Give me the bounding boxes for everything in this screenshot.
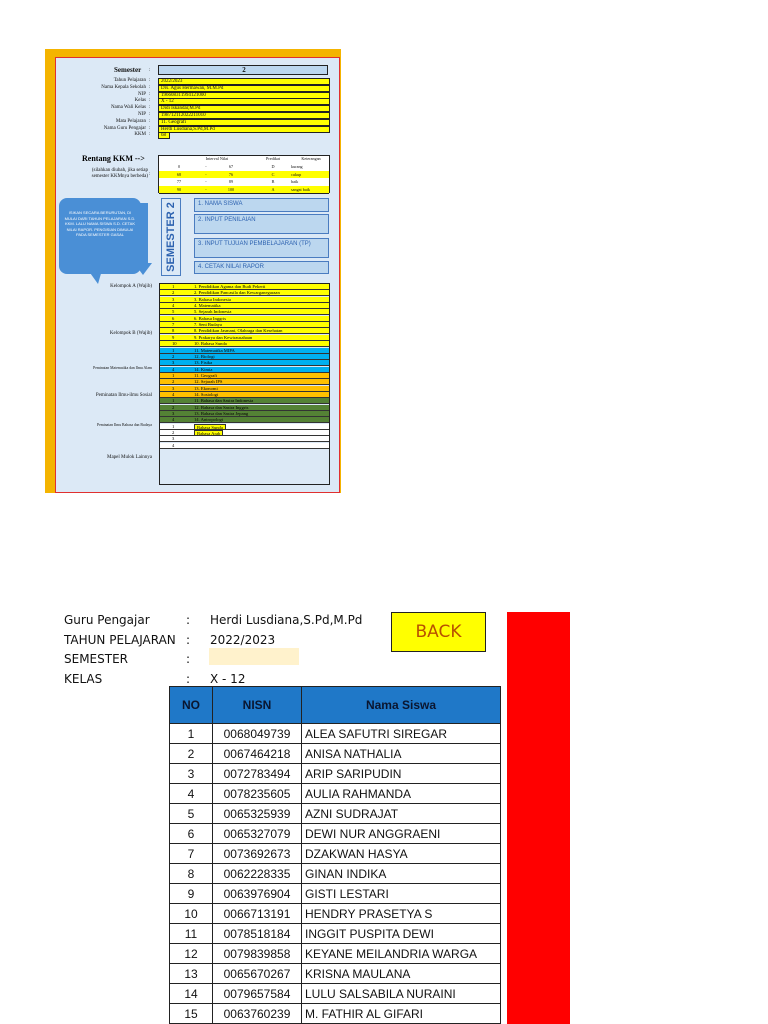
field-value[interactable]: 2022/2023 (158, 78, 330, 85)
info-value: Herdi Lusdiana,S.Pd,M.Pd (210, 613, 363, 627)
subject-row[interactable] (160, 297, 329, 303)
field-value[interactable]: 198712112022211010 (158, 112, 330, 119)
cell-nisn: 0065325939 (213, 804, 302, 824)
callout-tail (88, 270, 102, 284)
cell-nama: ANISA NATHALIA (302, 744, 501, 764)
subject-row[interactable] (160, 405, 329, 411)
cell-no: 8 (170, 864, 213, 884)
group-mipa-label: Peminatan Matematika dan Ilmu Alam (93, 366, 152, 370)
field-label: NIP (137, 91, 146, 97)
subject-name: 8. Pendidikan Jasmani, Olahraga dan Kesehatan (194, 328, 283, 334)
subject-no: 5 (172, 309, 175, 315)
group-bahasa-label: Peminatan Ilmu Bahasa dan Budaya (96, 423, 152, 427)
field-label: Mata Pelajaran (115, 118, 146, 124)
kkm-cell-from: 77 (176, 179, 182, 184)
cell-no: 15 (170, 1004, 213, 1024)
cell-nisn: 0072783494 (213, 764, 302, 784)
header-nama: Nama Siswa (302, 687, 501, 724)
cell-nisn: 0078518184 (213, 924, 302, 944)
subject-row[interactable] (160, 392, 329, 398)
subject-row[interactable] (160, 443, 329, 449)
table-row[interactable] (170, 1004, 501, 1024)
field-label: Nama Kepala Sekolah (101, 84, 146, 90)
cell-nisn: 0062228335 (213, 864, 302, 884)
kkm-cell-pred: B (271, 179, 275, 184)
field-value[interactable]: 196608311994121000 (158, 92, 330, 99)
red-side-bar (507, 612, 570, 1024)
cell-nisn: 0065670267 (213, 964, 302, 984)
field-label: Nama Wali Kelas (110, 105, 146, 111)
subject-no: 2 (172, 379, 175, 385)
subject-no: 7 (172, 322, 175, 328)
subject-row[interactable] (160, 316, 329, 322)
kkm-cell-to: 76 (228, 171, 234, 177)
cell-nama: KRISNA MAULANA (302, 964, 501, 984)
subject-row[interactable] (160, 322, 329, 328)
subject-no: 4 (172, 442, 175, 448)
info-label: TAHUN PELAJARAN (64, 632, 176, 647)
cell-nisn: 0079657584 (213, 984, 302, 1004)
kkm-cell-from: 0 (177, 164, 181, 169)
kkm-header: Keterangan (301, 156, 321, 161)
info-label: Guru Pengajar (64, 613, 150, 627)
subject-name: Bahasa Arab (194, 430, 223, 436)
subject-name: 3. Bahasa Indonesia (194, 296, 231, 302)
menu-cetak-rapor[interactable]: 4. CETAK NILAI RAPOR (194, 261, 329, 274)
cell-nama: M. FATHIR AL GIFARI (302, 1004, 501, 1024)
kkm-cell-pred: D (271, 164, 275, 169)
subject-row[interactable] (160, 417, 329, 423)
subject-no: 2 (172, 290, 175, 296)
cell-nama: LULU SALSABILA NURAINI (302, 984, 501, 1004)
down-arrow-icon (134, 263, 152, 275)
field-value[interactable]: Herdi Lusdiana,S.Pd,M.Pd (158, 126, 330, 133)
subject-name: 2. Pendidikan Pancasila dan Kewarganegaraan (194, 290, 280, 296)
kkm-header: Interval Nilai (205, 156, 229, 161)
table-row[interactable] (170, 764, 501, 784)
subject-row[interactable] (160, 328, 329, 334)
field-label: NIP (137, 112, 146, 117)
subject-row[interactable] (160, 309, 329, 315)
kkm-row[interactable] (159, 186, 329, 195)
group-ips-label: Peminatan Ilmu-ilmu Sosial (95, 393, 152, 398)
kkm-cell-sep: - (205, 179, 207, 184)
cell-nisn: 0073692673 (213, 844, 302, 864)
subject-row[interactable] (160, 284, 329, 290)
subject-no: 3 (172, 411, 175, 416)
kkm-cell-to: 89 (228, 179, 234, 184)
info-label: SEMESTER (64, 652, 129, 666)
table-row[interactable] (170, 904, 501, 924)
cell-no: 7 (170, 844, 213, 864)
kkm-cell-from: 68 (176, 171, 182, 177)
cell-no: 2 (170, 744, 213, 764)
kkm-cell-ket: cukup (291, 171, 302, 177)
menu-nama-siswa[interactable]: 1. NAMA SISWA (194, 198, 329, 212)
subject-name: 10. Bahasa Sunda (194, 341, 227, 347)
field-value[interactable]: 11. Geografi (158, 119, 330, 126)
subject-name: 12. Bahasa dan Sastra Inggris (194, 404, 249, 410)
subject-row[interactable] (160, 386, 329, 392)
table-row[interactable] (170, 944, 501, 964)
callout-text: ISIKAN SECARA BERURUTAN, DI MULAI DARI TAHUN PELAJARAN S.D. KKM. LALU NAMA SISWA S.D. CETAK NILAI RAPOR. PENGISIAN DIMULAI PADA SEMESTER GASAL (64, 210, 136, 237)
cell-nama: INGGIT PUSPITA DEWI (302, 924, 501, 944)
field-label: Kelas (134, 98, 146, 104)
cell-nama: DEWI NUR ANGGRAENI (302, 824, 501, 844)
subject-no: 10 (172, 341, 177, 347)
field-label: KKM (134, 132, 146, 138)
subject-name: 14. Kimia (194, 366, 213, 372)
subject-row[interactable] (160, 367, 329, 373)
cell-no: 11 (170, 924, 213, 944)
kkm-cell-pred: A (271, 186, 275, 192)
subject-row[interactable] (160, 354, 329, 360)
subject-no: 1 (172, 347, 175, 353)
cell-nama: GINAN INDIKA (302, 864, 501, 884)
cell-no: 6 (170, 824, 213, 844)
table-row[interactable] (170, 744, 501, 764)
subject-row[interactable] (160, 290, 329, 296)
subject-name: 4. Matematika (194, 303, 221, 309)
header-nisn: NISN (213, 687, 302, 724)
subject-list (159, 283, 330, 485)
identity-sheet: Semester : 2 Tahun Pelajaran : 2022/2023 Nama Kepala Sekolah : Drs. Agus Hermawan, M.M.Pd NIP : 196608311994121000 Kelas : X - 12 Nama Wali Kelas : Didi Iskandar,M.Pd NIP : 198712112022211010 Mata Pelajaran : 11. Geografi Nama Guru Pengajar : Herdi Lusdiana,S.Pd,M.Pd KKM : 68 Rentang KKM --> (silahkan diubah, jika setiap semester KKMnya berbeda) : Interval Nilai Predikat Keterangan 0 - 67 D kurang 68 - 76 C cukup 77 - 89 B baik 90 - 100 A sangat baik ISIKAN SECARA BERURUTAN, DI MULAI DARI TAHUN PELAJARAN S.D. KKM. LALU NAMA SISWA S.D. CETAK NILAI RAPOR. PENGISIAN DIMULAI PADA SEMESTER GASAL SEMESTER 2 1. NAMA SISWA 2. INPUT PENILAIAN 3. INPUT TUJUAN PEMBELAJARAN (TP) 4. CETAK NILAI RAPOR Kelompok A (Wajib) Kelompok B (Wajib) Peminatan Matematika dan Ilmu Alam Peminatan Ilmu-ilmu Sosial Peminatan Ilmu Bahasa dan Budaya Mapel Mulok Lainnya 1 1. Pendidikan Agama dan Budi Pekerti 2 2. Pendidikan Pancasila dan Kewarganegaraan 3 3. Bahasa Indonesia 4 4. Matematika 5 5. Sejarah Indonesia 6 6. Bahasa Inggris 7 7. Seni Budaya 8 8. Pendidikan Jasmani, Olahraga dan Kesehatan 9 9. Prakarya dan Kewirausahaan 10 10. Bahasa Sunda 1 11. Matematika MIPA 2 12. Biologi 3 13. Fisika 4 14. Kimia 1 11. Geografi 2 12. Sejarah IPS 3 13. Ekonomi 4 14. Sosiologi 1 11. Bahasa dan Sastra Indonesia 2 12. Bahasa dan Sastra Inggris 3 13. Bahasa dan Sastra Jepang 4 14. Antropologi 1 Bahasa Sunda 2 Bahasa Arab 3 4 (55, 57, 340, 493)
field-label: Tahun Pelajaran (113, 78, 146, 83)
cell-nisn: 0063976904 (213, 884, 302, 904)
subject-no: 1 (172, 398, 175, 404)
student-table (169, 686, 501, 1024)
subject-row[interactable] (160, 379, 329, 385)
subject-no: 4 (172, 391, 175, 397)
cell-no: 9 (170, 884, 213, 904)
field-label: Nama Guru Pengajar (103, 125, 146, 131)
cell-no: 3 (170, 764, 213, 784)
subject-name: 7. Seni Budaya (194, 322, 222, 328)
subject-no: 1 (172, 423, 175, 429)
down-arrow-shaft (138, 203, 148, 265)
field-value[interactable]: 68 (158, 132, 170, 139)
subject-name: 6. Bahasa Inggris (194, 315, 227, 321)
cell-nama: DZAKWAN HASYA (302, 844, 501, 864)
subject-name: 12. Biologi (194, 353, 215, 359)
cell-no: 1 (170, 724, 213, 744)
cell-nisn: 0065327079 (213, 824, 302, 844)
kkm-header: Predikat (266, 156, 280, 161)
kkm-cell-to: 100 (227, 186, 235, 192)
kkm-cell-ket: kurang (291, 164, 303, 169)
subject-no: 6 (172, 315, 175, 321)
cell-nisn: 0068049739 (213, 724, 302, 744)
field-value[interactable]: Didi Iskandar,M.Pd (158, 105, 330, 112)
semester-value[interactable]: 2 (158, 65, 328, 75)
subject-no: 2 (172, 404, 175, 410)
subject-no: 3 (172, 436, 175, 442)
subject-no: 4 (172, 366, 175, 372)
cell-nama: HENDRY PRASETYA S (302, 904, 501, 924)
cell-nisn: 0078235605 (213, 784, 302, 804)
cell-nisn: 0066713191 (213, 904, 302, 924)
subject-name: 12. Sejarah IPS (194, 379, 223, 385)
group-lain-label: Mapel Mulok Lainnya (107, 455, 152, 460)
subject-row[interactable] (160, 341, 329, 347)
cell-nama: GISTI LESTARI (302, 884, 501, 904)
group-b-label: Kelompok B (Wajib) (109, 331, 152, 336)
subject-no: 3 (172, 385, 175, 391)
subject-no: 3 (172, 360, 175, 366)
subject-row[interactable] (160, 335, 329, 341)
subject-no: 1 (172, 372, 175, 378)
back-button[interactable]: BACK (391, 612, 486, 652)
table-row[interactable] (170, 844, 501, 864)
semester-highlight (209, 648, 299, 665)
subject-name: 1. Pendidikan Agama dan Budi Pekerti (194, 284, 266, 289)
subject-name: 13. Bahasa dan Sastra Jepang (194, 411, 249, 416)
subject-row[interactable] (160, 373, 329, 379)
field-value[interactable]: X - 12 (158, 98, 330, 105)
kkm-cell-ket: sangat baik (291, 186, 310, 192)
cell-no: 12 (170, 944, 213, 964)
subject-name: Bahasa Sunda (194, 424, 226, 430)
table-row[interactable] (170, 924, 501, 944)
subject-row[interactable] (160, 360, 329, 366)
subject-name: 11. Geografi (194, 372, 218, 378)
cell-nama: AZNI SUDRAJAT (302, 804, 501, 824)
cell-no: 4 (170, 784, 213, 804)
subject-no: 2 (172, 430, 175, 436)
table-row[interactable] (170, 884, 501, 904)
kkm-cell-pred: C (271, 171, 275, 177)
subject-no: 1 (172, 284, 175, 289)
subject-name: 14. Sosiologi (194, 391, 219, 397)
kkm-cell-sep: - (205, 186, 207, 192)
cell-no: 5 (170, 804, 213, 824)
subject-row[interactable] (160, 398, 329, 404)
subject-no: 4 (172, 303, 175, 309)
subject-name: 11. Matematika MIPA (194, 347, 235, 353)
table-row[interactable] (170, 864, 501, 884)
cell-no: 14 (170, 984, 213, 1004)
subject-row[interactable] (160, 424, 329, 430)
menu-input-tp[interactable]: 3. INPUT TUJUAN PEMBELAJARAN (TP) (194, 238, 329, 258)
subject-row[interactable] (160, 430, 329, 436)
subject-row[interactable] (160, 411, 329, 417)
cell-nama: KEYANE MEILANDRIA WARGA (302, 944, 501, 964)
header-no: NO (170, 687, 213, 724)
info-value: X - 12 (210, 671, 246, 686)
kkm-cell-ket: baik (291, 179, 299, 184)
kkm-table (158, 155, 330, 193)
cell-nisn: 0079839858 (213, 944, 302, 964)
cell-no: 13 (170, 964, 213, 984)
subject-name: 14. Antropologi (194, 417, 224, 423)
subject-name: 11. Bahasa dan Sastra Indonesia (194, 398, 254, 404)
kkm-cell-to: 67 (228, 164, 234, 169)
table-row[interactable] (170, 784, 501, 804)
subject-row[interactable] (160, 303, 329, 309)
info-label: KELAS (64, 671, 103, 686)
table-header-row (170, 687, 501, 724)
table-row[interactable] (170, 984, 501, 1004)
table-row[interactable] (170, 724, 501, 744)
field-value[interactable]: Drs. Agus Hermawan, M.M.Pd (158, 85, 330, 92)
cell-nama: ALEA SAFUTRI SIREGAR (302, 724, 501, 744)
cell-nisn: 0063760239 (213, 1004, 302, 1024)
subject-row[interactable] (160, 436, 329, 442)
table-row[interactable] (170, 824, 501, 844)
group-a-label: Kelompok A (Wajib) (110, 284, 152, 289)
info-value: 2022/2023 (210, 632, 276, 647)
kkm-cell-sep: - (205, 164, 207, 169)
cell-no: 10 (170, 904, 213, 924)
kkm-title: Rentang KKM --> (82, 154, 145, 163)
subject-row[interactable] (160, 348, 329, 354)
kkm-cell-sep: - (205, 171, 207, 177)
subject-no: 9 (172, 334, 175, 340)
table-row[interactable] (170, 964, 501, 984)
menu-input-penilaian[interactable]: 2. INPUT PENILAIAN (194, 214, 329, 234)
subject-no: 3 (172, 296, 175, 302)
subject-no: 4 (172, 417, 175, 423)
semester-banner-text: SEMESTER 2 (165, 202, 177, 272)
semester-label: Semester (114, 66, 142, 74)
subject-name: 9. Prakarya dan Kewirausahaan (194, 334, 253, 340)
cell-nama: AULIA RAHMANDA (302, 784, 501, 804)
kkm-cell-from: 90 (176, 186, 182, 192)
cell-nisn: 0067464218 (213, 744, 302, 764)
kkm-note: (silahkan diubah, jika setiap semester KKMnya berbeda) (91, 168, 148, 179)
subject-name: 5. Sejarah Indonesia (194, 309, 232, 315)
cell-nama: ARIP SARIPUDIN (302, 764, 501, 784)
subject-no: 2 (172, 353, 175, 359)
subject-name: 13. Ekonomi (194, 385, 218, 391)
subject-name: 13. Fisika (194, 360, 213, 366)
subject-no: 8 (172, 328, 175, 334)
table-row[interactable] (170, 804, 501, 824)
